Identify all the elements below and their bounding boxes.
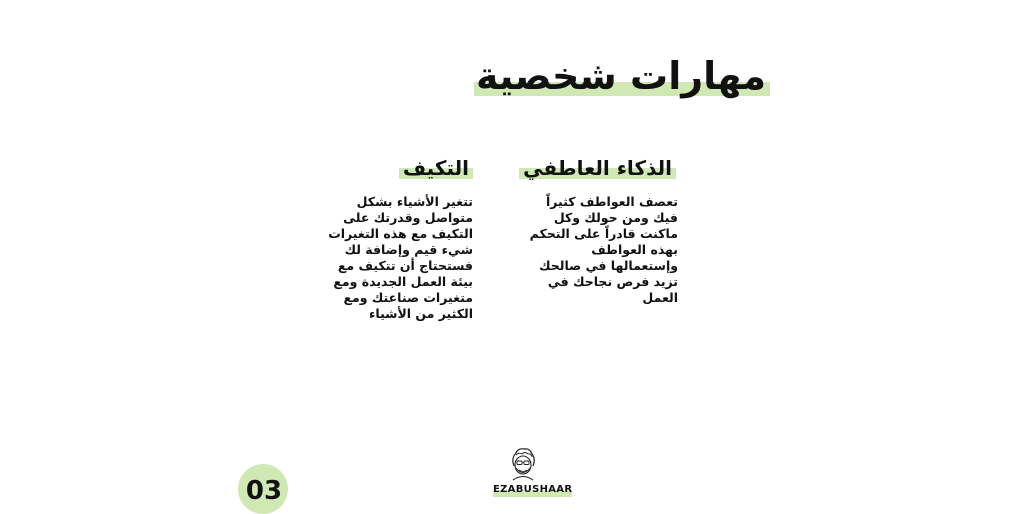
body-line: شيء قيم وإضافة لك xyxy=(344,242,473,257)
body-line: العمل xyxy=(642,290,678,305)
brand-name: EZABUSHAAR xyxy=(493,484,573,495)
body-line: تتغير الأشياء بشكل xyxy=(356,194,473,209)
body-line: بيئة العمل الجديدة ومع xyxy=(333,274,473,289)
section-heading-text: الذكاء العاطفي xyxy=(523,156,672,180)
body-line: تزيد فرص نجاحك في xyxy=(547,274,678,289)
section-heading-adaptability xyxy=(403,155,469,181)
body-line: وإستعمالها في صالحك xyxy=(539,258,678,273)
body-line: متغيرات صناعتك ومع xyxy=(343,290,473,305)
body-line: متواصل وقدرتك على xyxy=(343,210,473,225)
body-line: الكثير من الأشياء xyxy=(369,306,473,321)
page-title-block xyxy=(476,52,766,100)
section-heading-emotional-intelligence xyxy=(523,155,672,181)
brand-logo-icon xyxy=(508,446,538,482)
section-heading-text: التكيف xyxy=(402,156,469,180)
section-body-emotional-intelligence xyxy=(530,194,678,306)
section-body-adaptability xyxy=(328,194,473,322)
body-line: ماكنت قادراً على التحكم xyxy=(529,226,678,241)
body-line: تعصف العواطف كثيراً xyxy=(545,194,678,209)
body-line: بهذه العواطف xyxy=(591,242,678,257)
page-title: مهارات شخصية xyxy=(476,54,766,98)
body-line: فيك ومن حولك وكل xyxy=(553,210,678,225)
body-line: التكيف مع هذه التغيرات xyxy=(328,226,473,241)
page-number: 03 xyxy=(245,476,283,506)
body-line: فستحتاج أن تتكيف مع xyxy=(337,258,473,273)
brand-name-block xyxy=(493,484,572,496)
